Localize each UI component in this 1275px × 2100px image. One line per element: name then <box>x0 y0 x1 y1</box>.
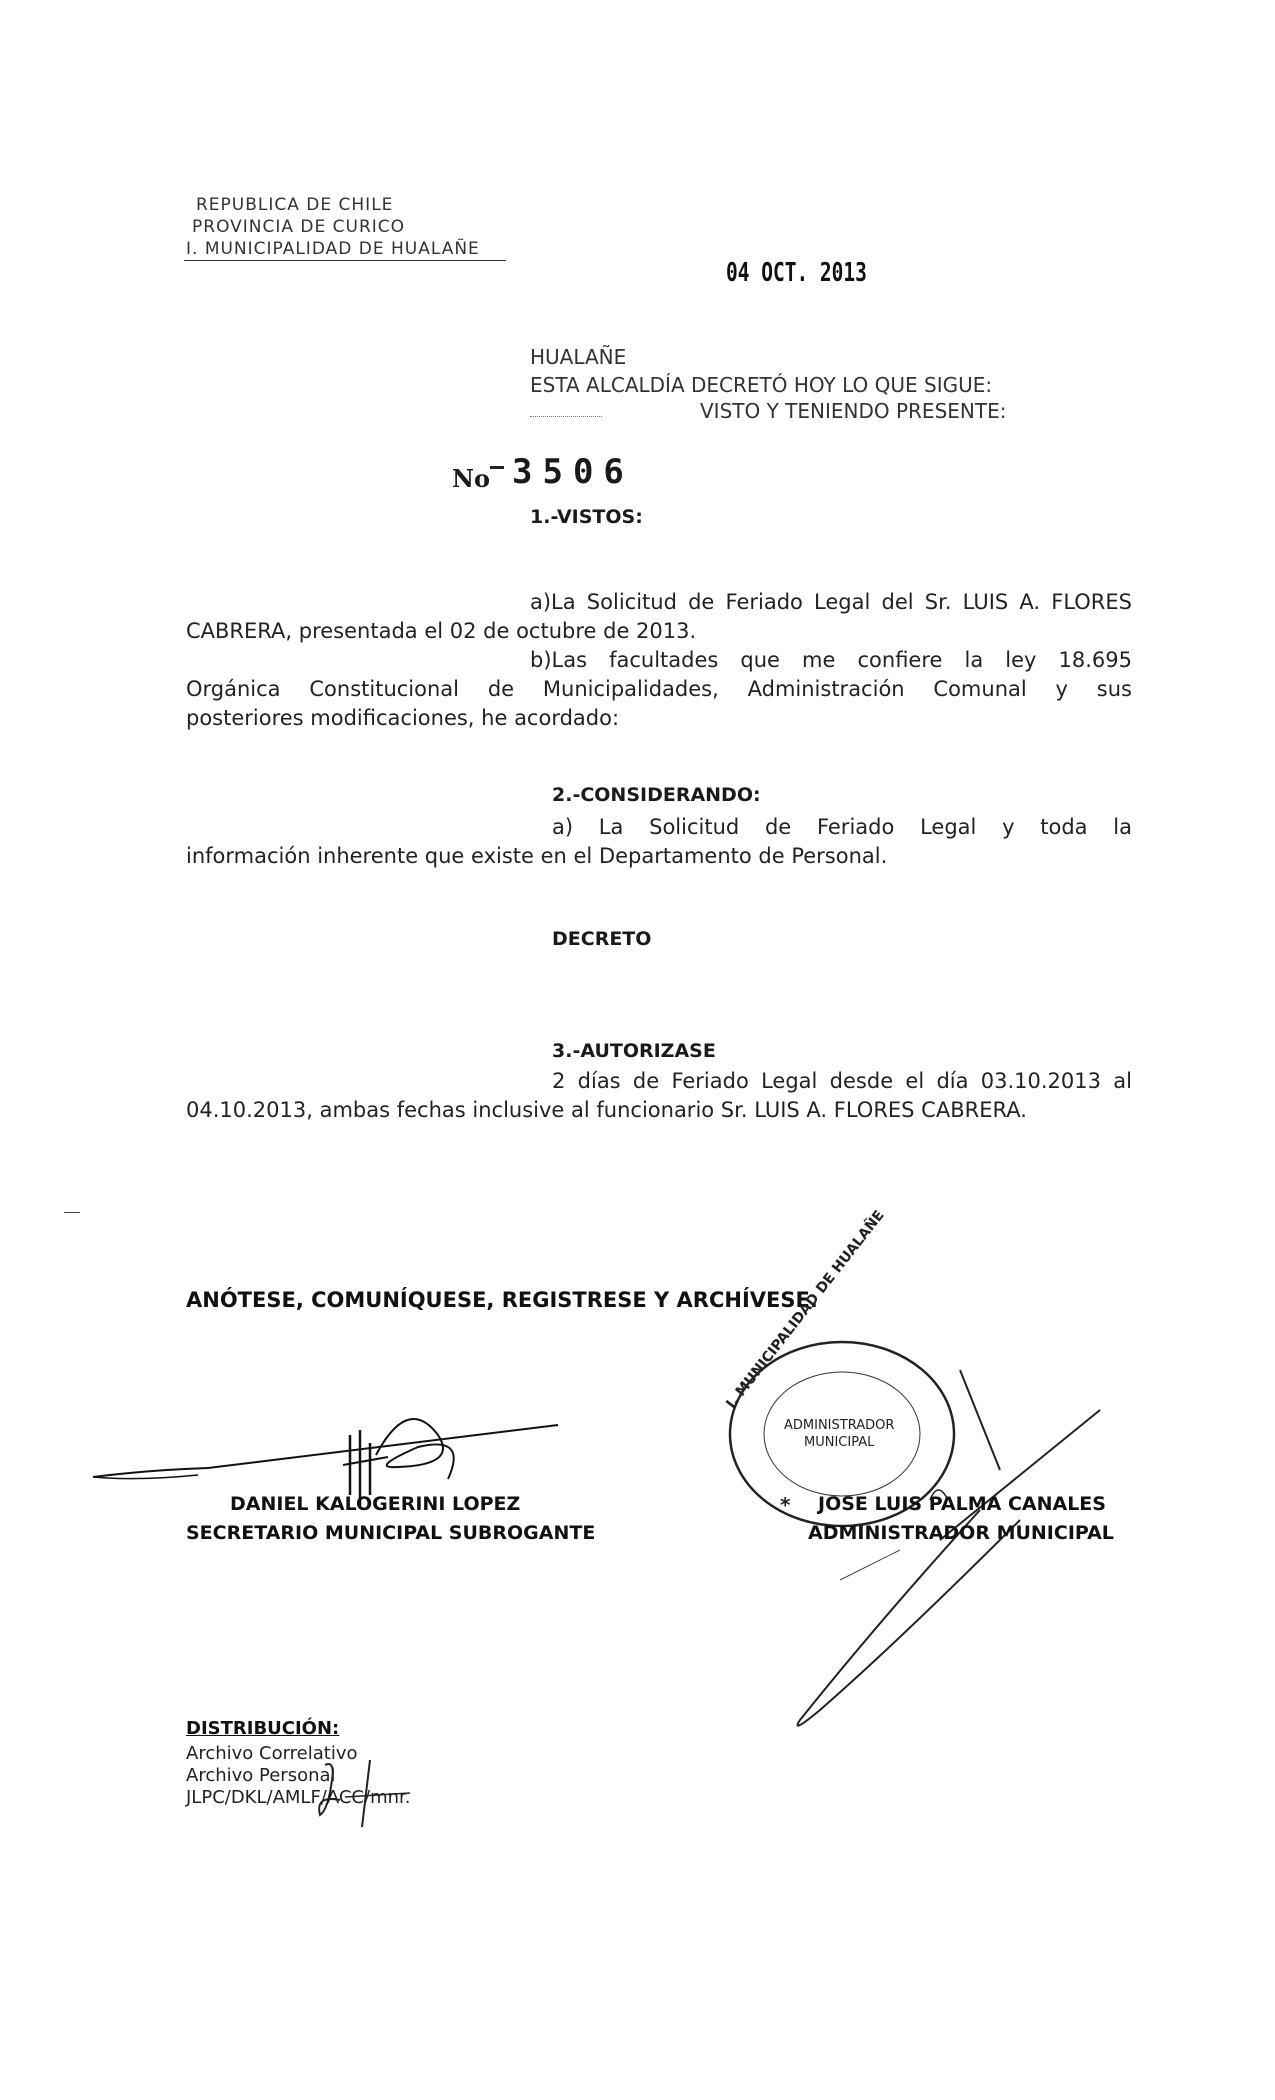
decree-number-prefix: No <box>452 464 490 493</box>
seal-star: * <box>780 1493 791 1517</box>
vistos-a-line1: a)La Solicitud de Feriado Legal del Sr. LUIS A. FLORES <box>530 590 1132 614</box>
header-municipality: I. MUNICIPALIDAD DE HUALAÑE <box>186 239 480 259</box>
closing-formula: ANÓTESE, COMUNÍQUESE, REGISTRESE Y ARCHÍVESE. <box>186 1288 818 1312</box>
considerando-a-line2: información inherente que existe en el Departamento de Personal. <box>186 844 888 868</box>
seal-center-line2: MUNICIPAL <box>804 1435 875 1450</box>
preamble-decree-line: ESTA ALCALDÍA DECRETÓ HOY LO QUE SIGUE: <box>530 373 993 397</box>
vistos-b-line1: b)Las facultades que me confiere la ley 18.695 <box>530 648 1132 672</box>
autorizase-line1: 2 días de Feriado Legal desde el día 03.10.2013 al <box>552 1069 1132 1093</box>
section-vistos-heading: 1.-VISTOS: <box>530 506 643 528</box>
header-underline <box>184 260 506 261</box>
signature-left-title: SECRETARIO MUNICIPAL SUBROGANTE <box>186 1522 596 1544</box>
distribution-item: Archivo Personal <box>186 1765 336 1786</box>
vistos-b-line3: posteriores modificaciones, he acordado: <box>186 706 620 730</box>
vistos-b-line2: Orgánica Constitucional de Municipalidades, Administración Comunal y sus <box>186 677 1132 701</box>
vistos-a-line2: CABRERA, presentada el 02 de octubre de 2013. <box>186 619 697 643</box>
date-stamp: 04 OCT. 2013 <box>726 258 867 288</box>
section-autorizase-heading: 3.-AUTORIZASE <box>552 1040 716 1062</box>
preamble-dotted-rule <box>530 416 602 417</box>
considerando-a-line1: a) La Solicitud de Feriado Legal y toda la <box>552 815 1132 839</box>
header-republic: REPUBLICA DE CHILE <box>196 195 394 215</box>
decree-number: 3506 <box>512 452 634 492</box>
signature-right-name: JOSE LUIS PALMA CANALES <box>818 1493 1106 1515</box>
preamble-visto-line: VISTO Y TENIENDO PRESENTE: <box>700 399 1007 423</box>
distribution-item: Archivo Correlativo <box>186 1743 358 1764</box>
place-name: HUALAÑE <box>530 345 627 369</box>
margin-mark <box>64 1212 80 1213</box>
seal-center-line1: ADMINISTRADOR <box>784 1418 895 1433</box>
decreto-heading: DECRETO <box>552 928 652 950</box>
section-considerando-heading: 2.-CONSIDERANDO: <box>552 784 761 806</box>
signature-left-name: DANIEL KALOGERINI LOPEZ <box>230 1493 521 1515</box>
distribution-item: JLPC/DKL/AMLF/ACC/mnr. <box>186 1787 411 1808</box>
decree-number-dash <box>490 466 504 469</box>
autorizase-line2: 04.10.2013, ambas fechas inclusive al funcionario Sr. LUIS A. FLORES CABRERA. <box>186 1098 1027 1122</box>
seal-ring-text: I. MUNICIPALIDAD DE HUALAÑE <box>723 1207 888 1412</box>
distribution-title: DISTRIBUCIÓN: <box>186 1718 340 1739</box>
header-province: PROVINCIA DE CURICO <box>192 217 406 237</box>
initials-scribble <box>300 1755 420 1830</box>
signature-right-title: ADMINISTRADOR MUNICIPAL <box>808 1522 1114 1544</box>
